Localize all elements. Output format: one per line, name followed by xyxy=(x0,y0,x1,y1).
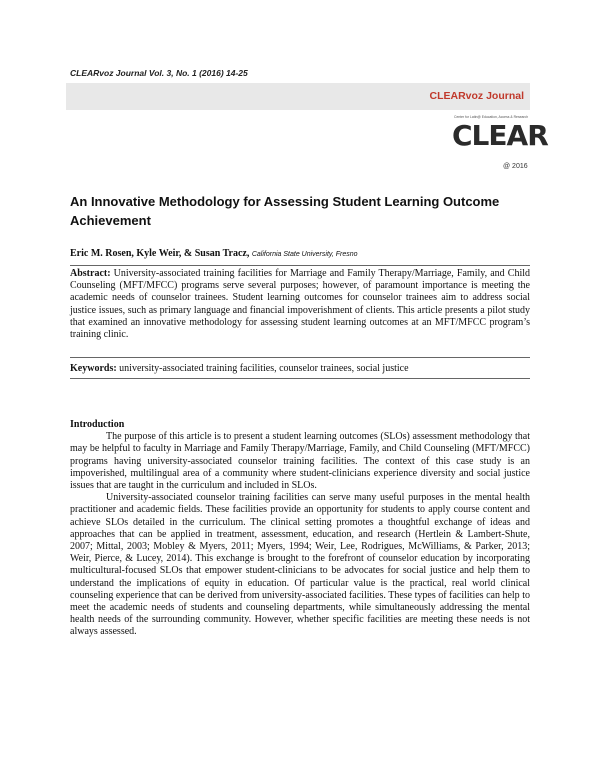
keywords-top-rule xyxy=(70,357,530,358)
copyright-notice: @ 2016 xyxy=(503,163,528,170)
journal-banner xyxy=(66,83,530,110)
author-names: Eric M. Rosen, Kyle Weir, & Susan Tracz, xyxy=(70,248,250,259)
abstract xyxy=(70,268,530,341)
paragraph: University-associated counselor training facilities can serve many useful purposes in the mental health practitioner and academic fields. These facilities provide an opportunity for students to apply course content and achieve SLOs detailed in the curriculum. The clinical setting promotes a thoughtful exchange of ideas and approaches that can be applied in treatment, assessment, education, and research (Hertlein & Lambert-Shute, 2007; Mittal, 2003; Mobley & Myers, 2011; Myers, 1994; Weir, Lee, Rodrigues, McWilliams, & Parker, 2013; Weir, Pierce, & Lucey, 2014). This exchange is brought to the forefront of counselor education by incorporating multicultural-focused SLOs that empower student-clinicians to be advocates for social justice and help them to understand the implications of equity in education. Of particular value is the practical, real world clinical counseling experience that can be derived from university-associated facilities. These types of facilities can help to meet the academic needs of students and counseling departments, while simultaneously addressing the mental health needs of the surrounding community. However, whether specific facilities are meeting these needs is not always assessed. xyxy=(70,492,530,638)
author-line xyxy=(70,248,530,259)
keywords-label: Keywords: xyxy=(70,363,117,374)
running-head: CLEARvoz Journal Vol. 3, No. 1 (2016) 14-25 xyxy=(70,68,248,78)
section-heading: Introduction xyxy=(70,419,125,430)
article-title: An Innovative Methodology for Assessing Student Learning Outcome Achievement xyxy=(70,194,500,228)
keywords xyxy=(70,363,530,375)
keywords-text: university-associated training facilities, counselor trainees, social justice xyxy=(119,363,409,374)
abstract-top-rule xyxy=(70,265,530,266)
introduction-section xyxy=(70,419,530,639)
logo-word: CLEAR xyxy=(452,119,548,152)
logo-tagline: Center for Latin@ Education, Access & Research xyxy=(454,115,529,119)
clear-logo xyxy=(452,115,548,159)
abstract-label: Abstract: xyxy=(70,268,111,279)
abstract-text: University-associated training facilities for Marriage and Family Therapy/Marriage, Family, and Child Counseling (MFT/MFCC) programs serve several purposes; however, of paramount importance is meeting the academic needs of counselor trainees. Student learning outcomes for counselor trainees aim to address social justice issues, such as primary language and financial impoverishment of clients. This article presents a pilot study that examined an innovative methodology for assessing student learning outcomes at an MFT/MFCC program’s training clinic. xyxy=(70,268,530,341)
paragraph: The purpose of this article is to present a student learning outcomes (SLOs) assessment methodology that may be helpful to faculty in Marriage and Family Therapy/Marriage, Family, and Child Counseling (MFT/MFCC) programs having university-associated counselor training facilities. The context of this case study is an impoverished, multilingual area of a community where student-clinicians experience diversity and social justice issues that are taught in the curriculum and included in SLOs. xyxy=(70,431,530,492)
keywords-bottom-rule xyxy=(70,378,530,379)
banner-title: CLEARvoz Journal xyxy=(429,90,524,102)
author-affiliation: California State University, Fresno xyxy=(251,251,358,258)
